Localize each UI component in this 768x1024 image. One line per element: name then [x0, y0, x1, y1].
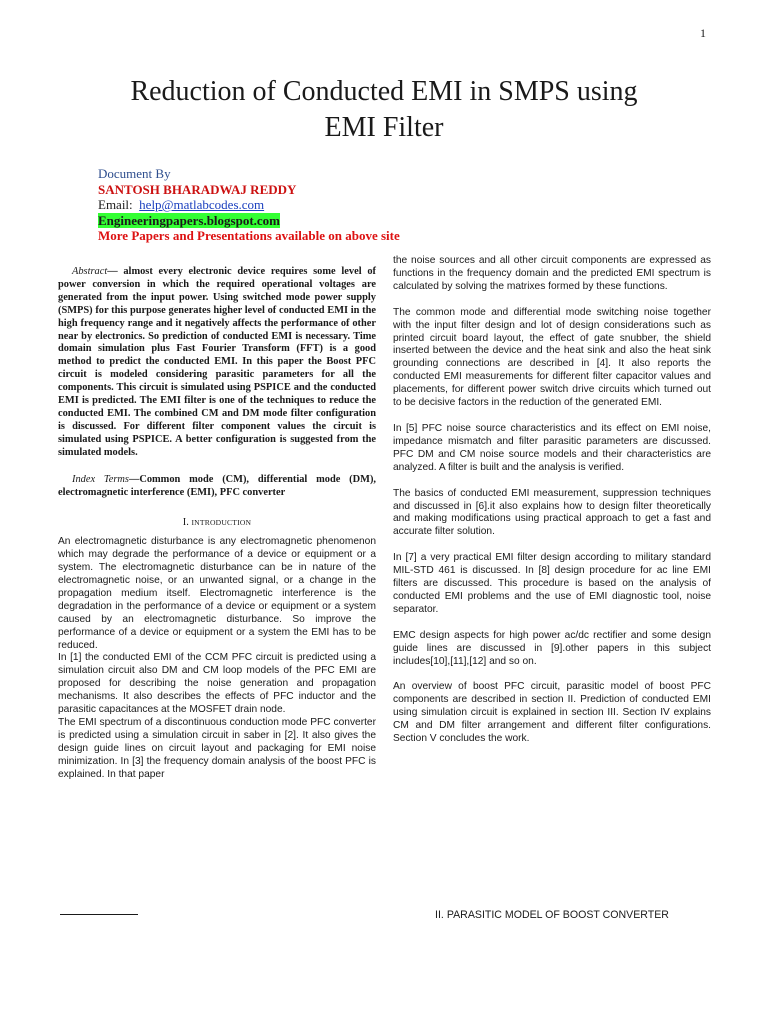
index-terms-label: Index Terms	[72, 473, 129, 485]
author-name: SANTOSH BHARADWAJ REDDY	[98, 181, 297, 197]
footnote-rule	[60, 914, 138, 915]
body-paragraph: An overview of boost PFC circuit, parasitic model of boost PFC components are described in section II. Prediction of conducted EMI using simulation circuit is explained in section III. Section IV explains CM and DM filter arrangement and different filter configurations. Section V concludes the work.	[393, 681, 711, 745]
paper-title	[60, 74, 708, 146]
body-paragraph: In [5] PFC noise source characteristics and its effect on EMI noise, impedance mismatch and filter parasitic parameters are discussed. PFC DM and CM noise source models and their characteristics are analyzed. A filter is built and the analysis is verified.	[393, 422, 711, 473]
body-paragraph: EMC design aspects for high power ac/dc rectifier and some design guide lines are discussed in [9].other papers in this subject includes[10],[11],[12] and so on.	[393, 629, 711, 667]
email-link[interactable]: help@matlabcodes.com	[139, 197, 265, 212]
section-title: INTRODUCTION	[191, 518, 252, 528]
right-column	[393, 255, 711, 746]
body-paragraph: the noise sources and all other circuit components are expressed as functions in the frequency domain and the predicted EMI spectrum is calculated by solving the matrixes formed by these functions.	[393, 255, 711, 292]
more-papers-note: More Papers and Presentations available on above site	[98, 228, 400, 243]
section-heading-parasitic-model: II. PARASITIC MODEL OF BOOST CONVERTER	[435, 909, 669, 921]
intro-paragraph: The EMI spectrum of a discontinuous conduction mode PFC converter is predicted using a simulation circuit in saber in [2]. It also gives the design guide lines on circuit layout and packaging for EMI noise minimization. In [3] the frequency domain analysis of the boost PFC is explained. In that paper	[58, 717, 376, 780]
introduction-body	[58, 536, 376, 781]
section-heading-introduction	[58, 517, 376, 530]
author-block	[98, 166, 418, 244]
left-column	[58, 266, 376, 782]
abstract	[58, 266, 376, 460]
title-line-1: Reduction of Conducted EMI in SMPS using	[130, 76, 638, 107]
index-terms-text: —Common mode (CM), differential mode (DM), electromagnetic interference (EMI), PFC converter	[58, 473, 377, 498]
section-number: I.	[182, 517, 192, 529]
website-link[interactable]: Engineeringpapers.blogspot.com	[98, 212, 281, 228]
page-number: 1	[700, 26, 706, 40]
document-by: Document By	[98, 166, 171, 181]
title-line-2: EMI Filter	[324, 112, 444, 143]
intro-paragraph: An electromagnetic disturbance is any electromagnetic phenomenon which may degrade the performance of a device or equipment or a system. The electromagnetic disturbance can be in nature of the electromagnetic noise, or an unwanted signal, or a change in the propagation medium itself. Electromagnetic interference is the degradation in the performance of a device or equipment or a system caused by an electromagnetic disturbance. So improve the performance of a device or equipment or a system the EMI has to be reduced.	[58, 536, 376, 651]
abstract-text: — almost every electronic device requires some level of power conversion in which the required operational voltages are generated from the input power. Using switched mode power supply (SMPS) for this purpose generates higher level of conducted EMI in the high frequency range and it negatively affects the performance of other near by electronics. So prediction of conducted EMI is necessary. Time domain simulation plus Fast Fourier Transform (FFT) is a good method to predict the conducted EMI. In this paper the Boost PFC circuit is modeled considering parasitic parameters for all the components. This circuit is simulated using PSPICE and the conducted EMI is predicted. The EMI filter is one of the techniques to reduce the conducted EMI. The combined CM and DM mode filter configuration is discussed. For different filter component values the circuit is simulated using PSPICE. A better configuration is suggested from the simulated models.	[58, 266, 376, 458]
email-label: Email:	[98, 197, 133, 212]
body-paragraph: The basics of conducted EMI measurement, suppression techniques and discussed in [6].it also explains how to design filter theoretically and making modifications using practical approach to get a fast and accurate filter solution.	[393, 487, 711, 538]
body-paragraph: The common mode and differential mode switching noise together with the input filter design and lot of design considerations such as printed circuit board layout, the effect of gate snubber, the shield inserted between the device and the heat sink and also the heat sink grounding connections are described in [4]. It also reports the conducted EMI measurements for different filter capacitor values and placements, for different power switch drive circuits which turned out to be decisive factors in the reduction of the generated EMI.	[393, 306, 711, 409]
body-paragraph: In [7] a very practical EMI filter design according to military standard MIL-STD 461 is discussed. In [8] design procedure for ac line EMI filters are discussed. This procedure is based on the analysis of conducted EMI problems and the use of EMI diagnostic tool, noise separator.	[393, 552, 711, 615]
abstract-label: Abstract	[72, 266, 108, 277]
index-terms	[58, 474, 376, 500]
email-line	[98, 197, 418, 213]
intro-paragraph: In [1] the conducted EMI of the CCM PFC circuit is predicted using a simulation circuit also DM and CM loop models of the PFC EMI are proposed for describing the noise generation and propagation mechanisms. It also describes the effects of PFC inductor and the parasitic capacitances at the MOSFET drain node.	[58, 652, 376, 716]
